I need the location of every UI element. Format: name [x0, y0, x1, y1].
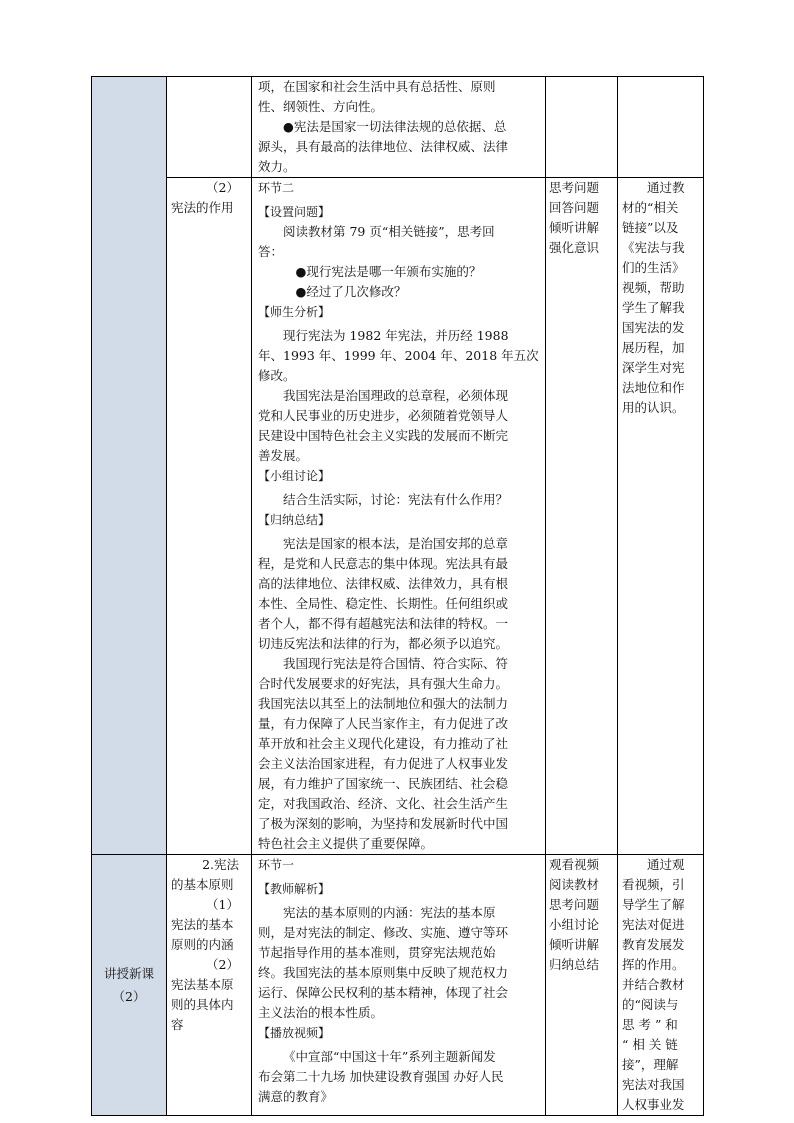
analysis-line: 党和人民事业的历史进步，必须随着党领导人: [258, 408, 509, 423]
content-line: 效力。: [258, 159, 296, 174]
intent-line: “ 相 关 链: [622, 1037, 678, 1052]
summary-line: 程，是党和人民意志的集中体现。宪法具有最: [258, 556, 509, 571]
intent-line: 的“阅读与: [622, 997, 679, 1012]
analysis-line: 年、1993 年、1999 年、2004 年、2018 年五次: [258, 348, 539, 363]
section-heading-video: 【播放视频】: [258, 1026, 331, 1040]
summary-line: 会主义法治国家进程，有力促进了人权事业发: [258, 756, 509, 771]
teacher-line: 运行、保障公民权利的基本精神，体现了社会: [258, 985, 509, 1000]
topic-line: 则的具体内: [171, 997, 234, 1012]
question-intro-line: 阅读教材第 79 页“相关链接”，思考回: [283, 224, 495, 239]
intent-line: 思 考 ” 和: [622, 1017, 678, 1032]
student-activity: 归纳总结: [549, 957, 600, 972]
intent-line: 接”，理解: [622, 1057, 679, 1072]
topic-cell-basic-principles: [167, 855, 252, 1116]
intent-line: 教育发展发: [622, 937, 685, 952]
intent-line: 宪法对促进: [622, 917, 685, 932]
stage-number: （2）: [112, 989, 146, 1004]
topic-number: （2）: [206, 180, 239, 195]
topic-cell-blank: [167, 77, 252, 178]
summary-line: 展，有力维护了国家统一、民族团结、社会稳: [258, 776, 509, 791]
student-activity: 强化意识: [549, 240, 600, 255]
topic-cell-constitution-role: [167, 178, 252, 855]
intent-line: 通过教: [647, 180, 685, 195]
intent-line: 看视频，引: [622, 877, 685, 892]
topic-title: 宪法的作用: [171, 200, 234, 215]
teacher-line: 宪法的基本原则的内涵：宪法的基本原: [283, 905, 496, 920]
student-activity: 思考问题: [549, 180, 600, 195]
section-heading-teacher: 【教师解析】: [258, 882, 331, 896]
activity-cell-constitution-role: [546, 178, 618, 855]
section-heading-summary: 【归纳总结】: [258, 513, 331, 527]
question-item: ●现行宪法是哪一年颁布实施的？: [295, 264, 482, 279]
table-row-continued: [92, 77, 704, 178]
student-activity: 思考问题: [549, 897, 600, 912]
summary-line: 者个人，都不得有超越宪法和法律的特权。一: [258, 616, 509, 631]
summary-line: 量，有力保障了人民当家作主，有力促进了改: [258, 716, 509, 731]
summary-line: 特色社会主义提供了重要保障。: [258, 836, 434, 851]
intent-line: 深学生对宪: [622, 360, 685, 375]
analysis-line: 善发展。: [258, 448, 309, 463]
topic-line: 容: [171, 1017, 184, 1032]
section-heading-question: 【设置问题】: [258, 205, 331, 219]
student-activity: 倾听讲解: [549, 220, 600, 235]
topic-line: （1）: [206, 897, 239, 912]
intent-line: 《宪法与我: [622, 240, 685, 255]
intent-line: 挥的作用。: [622, 957, 685, 972]
content-line: 源头，具有最高的法律地位、法律权威、法律: [258, 139, 509, 154]
content-line: 性、纲领性、方向性。: [258, 99, 384, 114]
video-line: 布会第二十九场 加快建设教育强国 办好人民: [258, 1069, 504, 1084]
content-cell-row1: [252, 77, 546, 178]
summary-line: 定，对我国政治、经济、文化、社会生活产生: [258, 796, 509, 811]
activity-cell-blank: [546, 77, 618, 178]
discussion-line: 结合生活实际，讨论：宪法有什么作用？: [283, 492, 509, 507]
intent-line: 并结合教材: [622, 977, 685, 992]
question-intro-line: 答：: [258, 244, 284, 259]
intent-line: 宪法对我国: [622, 1077, 685, 1092]
section-heading-discussion: 【小组讨论】: [258, 469, 331, 483]
stage-cell-new-lesson: [92, 855, 167, 1116]
step-label: 环节二: [258, 181, 295, 195]
summary-line: 我国现行宪法是符合国情、符合实际、符: [283, 656, 509, 671]
stage-label: 讲授新课: [103, 966, 154, 981]
analysis-line: 修改。: [258, 368, 296, 383]
summary-line: 合时代发展要求的好宪法，具有强大生命力。: [258, 676, 509, 691]
intent-line: 学生了解我: [622, 300, 685, 315]
teacher-line: 终。我国宪法的基本原则集中反映了规范权力: [258, 965, 509, 980]
video-line: 《中宣部“中国这十年”系列主题新闻发: [283, 1049, 496, 1064]
topic-line: 2.宪法: [202, 857, 239, 872]
intent-line: 通过观: [647, 857, 685, 872]
student-activity: 观看视频: [549, 857, 600, 872]
content-line: ●宪法是国家一切法律法规的总依据、总: [283, 119, 507, 134]
intent-cell-blank: [618, 77, 704, 178]
topic-line: 的基本原则: [171, 877, 234, 892]
summary-line: 革开放和社会主义现代化建设，有力推动了社: [258, 736, 509, 751]
content-line: 项，在国家和社会生活中具有总括性、原则: [258, 79, 496, 94]
intent-line: 视频，帮助: [622, 280, 685, 295]
analysis-line: 现行宪法为 1982 年宪法，并历经 1988: [283, 328, 509, 343]
teacher-line: 主义法治的根本性质。: [258, 1005, 384, 1020]
summary-line: 宪法是国家的根本法，是治国安邦的总章: [283, 536, 509, 551]
summary-line: 本性、全局性、稳定性、长期性。任何组织或: [258, 596, 509, 611]
intent-line: 法地位和作: [622, 380, 685, 395]
teacher-line: 则，是对宪法的制定、修改、实施、遵守等环: [258, 925, 509, 940]
summary-line: 切违反宪法和法律的行为，都必须予以追究。: [258, 636, 509, 651]
table-row-constitution-role: [92, 178, 704, 855]
intent-line: 导学生了解: [622, 897, 685, 912]
intent-cell-constitution-role: [618, 178, 704, 855]
intent-line: 用的认识。: [622, 400, 685, 415]
video-line: 满意的教育》: [258, 1089, 334, 1104]
analysis-line: 民建设中国特色社会主义实践的发展而不断完: [258, 428, 509, 443]
intent-line: 人权事业发: [622, 1097, 685, 1112]
topic-line: 宪法基本原: [171, 977, 234, 992]
intent-line: 们的生活》: [622, 260, 685, 275]
question-item: ●经过了几次修改？: [295, 284, 407, 299]
content-cell-basic-principles: [252, 855, 546, 1116]
student-activity: 倾听讲解: [549, 937, 600, 952]
step-label: 环节一: [258, 858, 295, 872]
intent-line: 国宪法的发: [622, 320, 685, 335]
analysis-line: 我国宪法是治国理政的总章程，必须体现: [283, 388, 509, 403]
student-activity: 阅读教材: [549, 877, 600, 892]
stage-cell-blank: [92, 77, 167, 855]
intent-cell-basic-principles: [618, 855, 704, 1116]
student-activity: 回答问题: [549, 200, 600, 215]
intent-line: 链接”以及: [622, 220, 679, 235]
topic-line: （2）: [206, 957, 239, 972]
topic-line: 宪法的基本: [171, 917, 234, 932]
summary-line: 我国宪法以其至上的法制地位和强大的法制力: [258, 696, 509, 711]
content-cell-constitution-role: [252, 178, 546, 855]
section-heading-analysis: 【师生分析】: [258, 305, 331, 319]
topic-line: 原则的内涵: [171, 937, 234, 952]
activity-cell-basic-principles: [546, 855, 618, 1116]
table-row-basic-principles: [92, 855, 704, 1116]
intent-line: 展历程，加: [622, 340, 685, 355]
intent-line: 材的“相关: [622, 200, 679, 215]
summary-line: 了极为深刻的影响，为坚持和发展新时代中国: [258, 816, 509, 831]
summary-line: 高的法律地位、法律权威、法律效力，具有根: [258, 576, 509, 591]
teacher-line: 节起指导作用的基本准则，贯穿宪法规范始: [258, 945, 496, 960]
lesson-plan-table: [91, 76, 704, 1116]
student-activity: 小组讨论: [549, 917, 600, 932]
